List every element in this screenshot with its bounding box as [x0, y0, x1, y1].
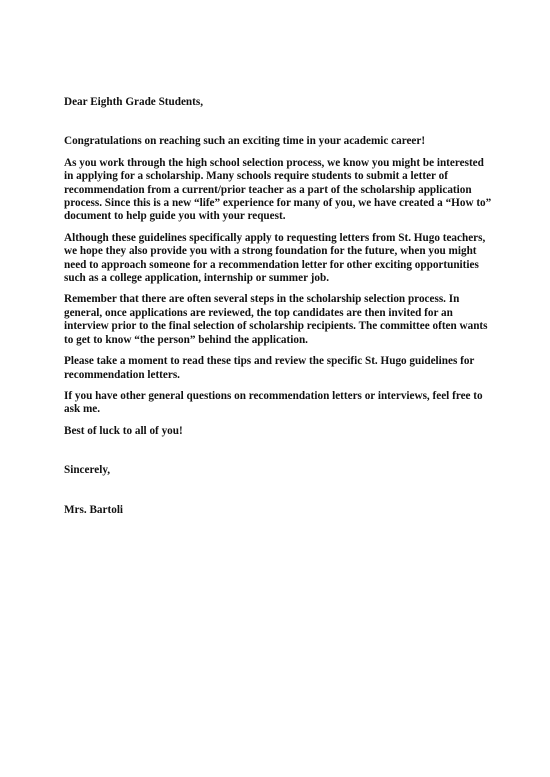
letter-signature: Mrs. Bartoli: [64, 503, 124, 516]
letter-paragraph-steps: Remember that there are often several steps in the scholarship selection process. In general, once applications are reviewed, the top candidates are then invited for an interview prior to the final selection of scholarship recipients. The committee often wants to get to know “the person” behind the application.: [64, 293, 488, 346]
letter-paragraph-tips: Please take a moment to read these tips and review the specific St. Hugo guidelines for recommendation letters.: [64, 355, 475, 381]
letter-paragraph-congratulations: Congratulations on reaching such an exciting time in your academic career!: [64, 135, 426, 148]
letter-paragraph-guidelines: Although these guidelines specifically apply to requesting letters from St. Hugo teachers, we hope they also provide you with a strong foundation for the future, when you might need to approach someone for a recommendation letter for other exciting opportunities such as a college application, internship or summer job.: [64, 231, 486, 285]
letter-salutation: Dear Eighth Grade Students,: [64, 96, 204, 108]
letter-body: [64, 96, 494, 517]
letter-closing: Sincerely,: [64, 464, 111, 477]
letter-paragraph-selection-process: As you work through the high school selection process, we know you might be interested in applying for a scholarship. Many schools require students to submit a letter of recommendation from a current/prior teacher as a part of the scholarship application process. Since this is a new “life” experience for many of you, we have created a “How to” document to help guide you with your request.: [64, 156, 492, 223]
letter-paragraph-best-of-luck: Best of luck to all of you!: [64, 424, 183, 437]
letter-paragraph-questions: If you have other general questions on recommendation letters or interviews, feel free to ask me.: [64, 389, 483, 416]
